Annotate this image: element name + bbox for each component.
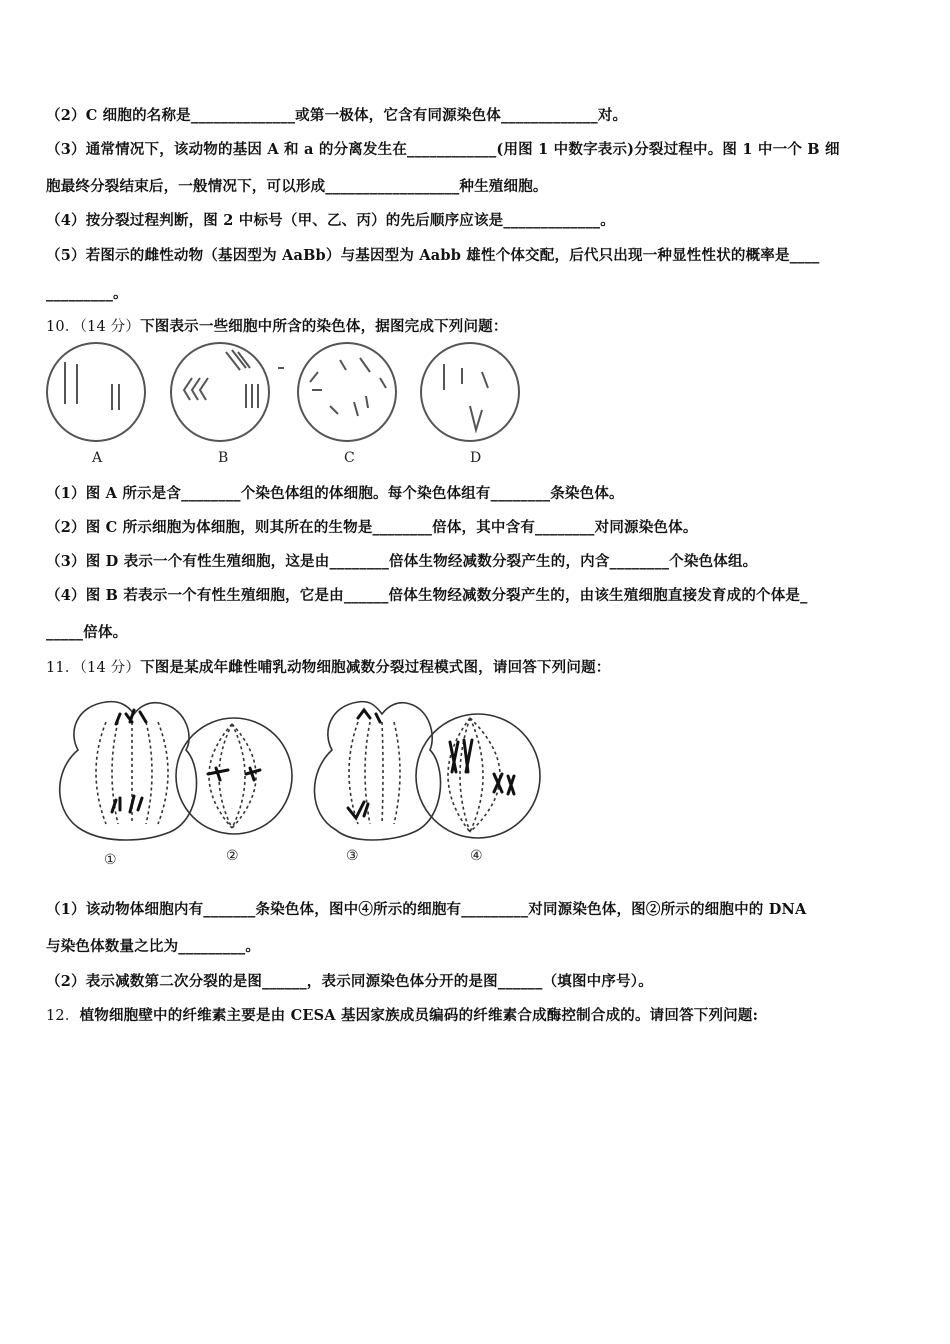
q11-score: （14 分）: [79, 660, 141, 676]
q11-cell-2: [176, 718, 292, 834]
q9-part3-line2: 胞最终分裂结束后，一般情况下，可以形成__________________种生殖细胞。: [46, 178, 548, 195]
q11-part2: （2）表示减数第二次分裂的是图______，表示同源染色体分开的是图______（填图中序号）。: [46, 973, 653, 990]
q10-label-d: D: [470, 450, 482, 466]
q9-part3-line1: （3）通常情况下，该动物的基因 A 和 a 的分离发生在____________(用图 1 中数字表示)分裂过程中。图 1 中一个 B 细: [46, 141, 840, 158]
q11-label-1: ①: [104, 852, 117, 868]
q9-part2: （2）C 细胞的名称是______________或第一极体，它含有同源染色体_____________对。: [46, 107, 628, 124]
q10-number: 10．: [46, 319, 80, 335]
q10-label-a: A: [92, 450, 103, 466]
q10-figure: [40, 338, 530, 468]
q12-number: 12．: [46, 1008, 80, 1024]
q10-cell-a: [47, 343, 145, 441]
q11-title: 下图是某成年雌性哺乳动物细胞减数分裂过程模式图，请回答下列问题：: [140, 659, 611, 676]
q10-label-b: B: [218, 450, 229, 466]
q11-heading: [46, 656, 610, 677]
q9-part4: （4）按分裂过程判断，图 2 中标号（甲、乙、丙）的先后顺序应该是_____________。: [46, 212, 615, 229]
q11-part1-line1: （1）该动物体细胞内有_______条染色体，图中④所示的细胞有_________对同源染色体，图②所示的细胞中的 DNA: [46, 901, 807, 918]
q10-score: （14 分）: [79, 319, 141, 335]
q12-heading: [46, 1004, 758, 1025]
q12-text: 植物细胞壁中的纤维素主要是由 CESA 基因家族成员编码的纤维素合成酶控制合成的。请回答下列问题:: [79, 1007, 759, 1024]
q10-label-c: C: [344, 450, 355, 466]
q10-part4-line2: _____倍体。: [46, 624, 128, 641]
q10-cell-c: [298, 343, 396, 441]
q10-part1: （1）图 A 所示是含________个染色体组的体细胞。每个染色体组有________条染色体。: [46, 485, 624, 502]
q10-cell-d: [421, 343, 519, 441]
q11-label-2: ②: [226, 848, 239, 864]
q11-figure: [46, 692, 546, 870]
q9-part5-line1: （5）若图示的雌性动物（基因型为 AaBb）与基因型为 Aabb 雄性个体交配，后代只出现一种显性性状的概率是____: [46, 247, 820, 264]
q10-part3: （3）图 D 表示一个有性生殖细胞，这是由________倍体生物经减数分裂产生的，内含________个染色体组。: [46, 553, 758, 570]
q11-cell-4: [416, 714, 540, 838]
q10-part4-line1: （4）图 B 若表示一个有性生殖细胞，它是由______倍体生物经减数分裂产生的，由该生殖细胞直接发育成的个体是_: [46, 587, 808, 604]
q10-part2: （2）图 C 所示细胞为体细胞，则其所在的生物是________倍体，其中含有________对同源染色体。: [46, 519, 698, 536]
q11-label-3: ③: [346, 848, 359, 864]
q10-heading: [46, 315, 508, 336]
q11-part1-line2: 与染色体数量之比为_________。: [46, 938, 261, 955]
q11-number: 11．: [46, 660, 80, 676]
q9-part5-line2: _________。: [46, 285, 128, 302]
q11-cell-3: [314, 702, 440, 840]
q10-title: 下图表示一些细胞中所含的染色体，据图完成下列问题：: [140, 318, 508, 335]
q11-label-4: ④: [470, 848, 483, 864]
